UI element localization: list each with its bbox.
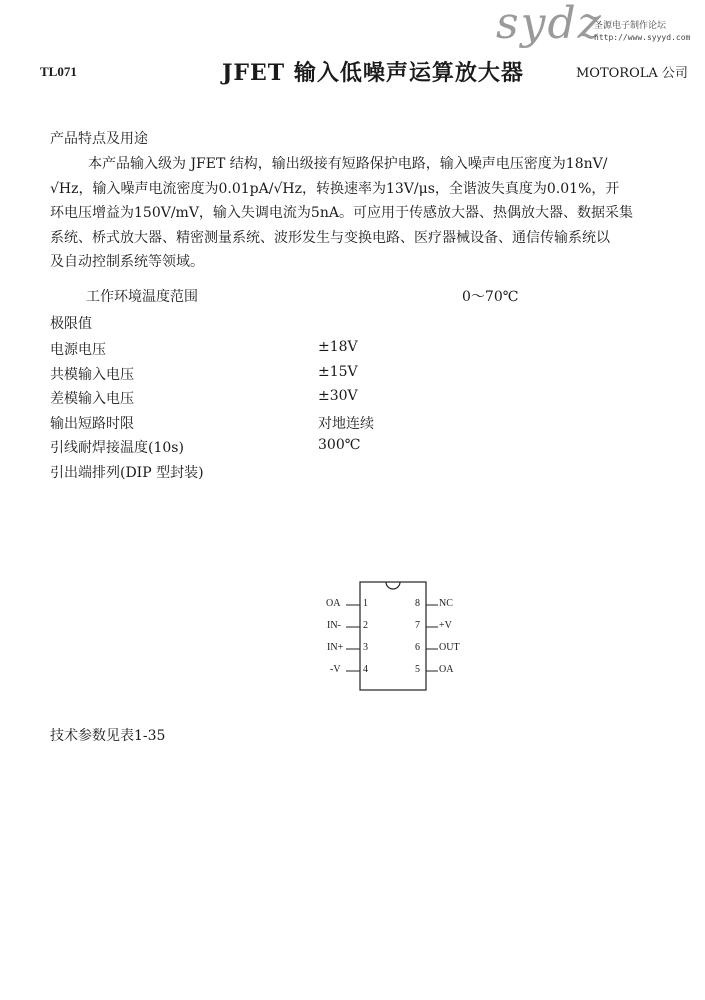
limit-value: ±15V [318, 364, 358, 380]
features-paragraph [50, 152, 705, 275]
pin-8-number: 8 [415, 598, 420, 609]
features-heading: 产品特点及用途 [50, 131, 148, 147]
pin-1-label: OA [326, 598, 341, 609]
temp-range-value: 0～70℃ [462, 289, 519, 305]
pin-4-label: -V [330, 664, 341, 675]
pin-6-label: OUT [439, 642, 460, 653]
features-line: 环电压增益为150V/mV，输入失调电流为5nA。可应用于传感放大器、热偶放大器、数据采集 [50, 205, 633, 221]
pin-1-number: 1 [363, 598, 368, 609]
pinout-heading: 引出端排列(DIP 型封装) [50, 465, 204, 481]
limit-label: 输出短路时限 [50, 416, 134, 432]
limit-label: 共模输入电压 [50, 367, 134, 383]
pin-7-label: +V [439, 620, 452, 631]
pin-8-label: NC [439, 598, 453, 609]
limit-value: 300℃ [318, 437, 361, 453]
features-line: 系统、桥式放大器、精密测量系统、波形发生与变换电路、医疗器械设备、通信传输系统以 [50, 229, 610, 246]
limit-label: 电源电压 [50, 342, 106, 358]
limit-value: 对地连续 [318, 416, 374, 432]
pin-7-number: 7 [415, 620, 420, 631]
part-number: TL071 [40, 64, 77, 79]
pin-2-label: IN- [327, 620, 341, 631]
limit-value: ±30V [318, 388, 358, 404]
limit-value: ±18V [318, 339, 358, 355]
watermark-url: http://www.syyyd.com [594, 33, 691, 42]
features-line: 本产品输入级为 JFET 结构，输出级接有短路保护电路，输入噪声电压密度为18nV/ [88, 156, 608, 172]
watermark-subtitle: 圣源电子制作论坛 [594, 21, 667, 31]
pin-6-number: 6 [415, 642, 420, 653]
limit-label: 引线耐焊接温度(10s) [50, 440, 184, 456]
temp-range-label: 工作环境温度范围 [86, 289, 198, 305]
limit-label: 差模输入电压 [50, 391, 134, 407]
dip-package-diagram [318, 578, 468, 698]
watermark [488, 0, 705, 60]
limits-heading: 极限值 [50, 316, 92, 332]
watermark-logo: sydz [496, 0, 603, 49]
features-line: 及自动控制系统等领域。 [50, 254, 204, 270]
pin-4-number: 4 [363, 664, 368, 675]
pin-5-label: OA [439, 664, 454, 675]
features-line: √Hz，输入噪声电流密度为0.01pA/√Hz，转换速率为13V/μs，全谐波失真度为0.01%，开 [50, 180, 620, 197]
pin-2-number: 2 [363, 620, 368, 631]
pin-3-number: 3 [363, 642, 368, 653]
dip-package-outline [318, 578, 468, 698]
pin-5-number: 5 [415, 664, 420, 675]
page-title: JFET 输入低噪声运算放大器 [222, 60, 524, 86]
footnote-reference: 技术参数见表1-35 [50, 728, 166, 744]
pin-3-label: IN+ [327, 642, 344, 653]
manufacturer: MOTOROLA 公司 [576, 66, 688, 81]
